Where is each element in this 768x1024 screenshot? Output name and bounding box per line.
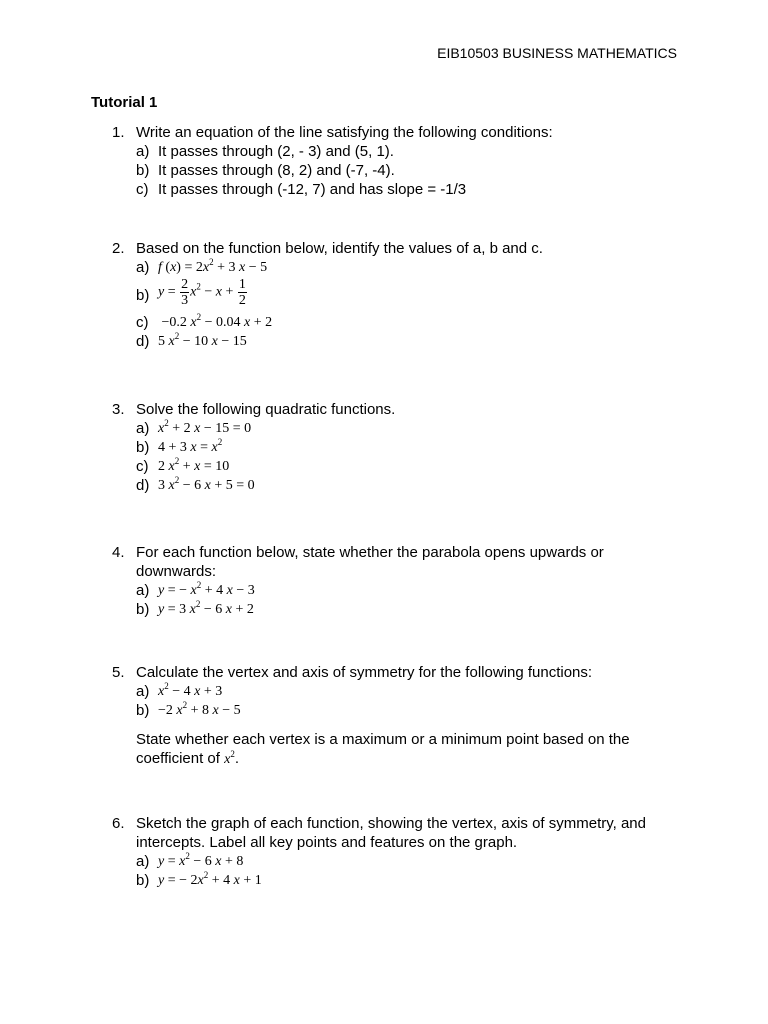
item-label: c) [136,458,149,475]
question-number: 6. [112,815,125,832]
math-expression: $x^2 - 4$ x + 3 [158,681,223,699]
item-label: a) [136,420,150,437]
item-label: b) [136,287,150,304]
question-text: Calculate the vertex and axis of symmetry for the following functions: [136,664,593,681]
question-number: 2. [112,240,125,257]
question-text: Write an equation of the line satisfying the following conditions: [136,124,553,141]
item-label: b) [136,702,150,719]
list-item [136,600,672,619]
math-expression: −0.2 $x^2 - 0.04$ x + 2 [158,312,273,330]
course-header: EIB10503 BUSINESS MATHEMATICS [437,45,677,61]
item-label: c) [136,181,149,198]
item-text: It passes through (8, 2) and (-7, -4). [158,162,395,179]
list-item [136,871,672,890]
item-label: c) [136,314,149,331]
math-expression: 5 $x^2 - 10$ x − 15 [158,331,247,349]
question-6 [112,814,672,890]
list-item [136,701,672,720]
list-item [136,277,672,313]
item-text: It passes through (-12, 7) and has slope = -1/3 [158,181,467,198]
math-expression: y = − $x^2 + 4$ x − 3 [158,580,255,598]
question-number: 5. [112,664,125,681]
question-2 [112,239,672,351]
question-text: Solve the following quadratic functions. [136,401,396,418]
math-expression: $x^2 + 2$ x − 15 = 0 [158,418,252,436]
math-expression: f $(x) = 2x^2 + 3$ x − 5 [158,257,268,275]
list-item [136,313,672,332]
item-label: d) [136,333,150,350]
item-label: b) [136,439,150,456]
item-label: a) [136,143,150,160]
math-expression: $y = x^2 - 6$ x + 8 [158,851,244,869]
question-number: 3. [112,401,125,418]
list-item [136,419,672,438]
question-1 [112,123,672,199]
item-label: d) [136,477,150,494]
item-label: b) [136,601,150,618]
math-expression: 3 $x^2 - 6$ x + 5 = 0 [158,475,255,493]
item-label: b) [136,872,150,889]
math-expression: y = 3 $x^2 - 6$ x + 2 [158,599,254,617]
item-label: a) [136,259,150,276]
question-5 [112,663,672,769]
list-item [136,457,672,476]
list-item [136,180,672,199]
page-title: Tutorial 1 [91,94,158,111]
question-number: 4. [112,544,125,561]
list-item [136,332,672,351]
item-label: a) [136,683,150,700]
math-expression: 2 $x^2 + x = 10$ [158,456,230,474]
question-text: Sketch the graph of each function, showing the vertex, axis of symmetry, and intercepts. Label all key points and features on the graph. [136,815,646,851]
question-note: State whether each vertex is a maximum or a minimum point based on the coefficient of $x^2$. [136,731,630,767]
list-item [136,161,672,180]
question-4 [112,543,672,619]
list-item [136,258,672,277]
question-text: Based on the function below, identify the values of a, b and c. [136,240,543,257]
list-item [136,682,672,701]
math-expression: −2 $x^2 + 8$ x − 5 [158,700,241,718]
item-text: It passes through (2, - 3) and (5, 1). [158,143,394,160]
math-expression: $x^2$ [224,749,235,767]
list-item [136,581,672,600]
note-text: State whether each vertex is a maximum or a minimum point based on the coefficient of [136,731,630,767]
list-item [136,142,672,161]
list-item [136,438,672,457]
math-expression: y = $\frac{2}{3}$ $x^2 - x$ + $\frac{1}{2}$ [158,277,246,308]
question-number: 1. [112,124,125,141]
item-label: a) [136,853,150,870]
item-label: b) [136,162,150,179]
list-item [136,852,672,871]
item-label: a) [136,582,150,599]
list-item [136,476,672,495]
math-expression: 4 + 3 $x = x^2$ [158,437,223,455]
question-3 [112,400,672,495]
question-text: For each function below, state whether the parabola opens upwards or downwards: [136,544,604,580]
math-expression: y = − $2x^2 + 4$ x + 1 [158,870,262,888]
